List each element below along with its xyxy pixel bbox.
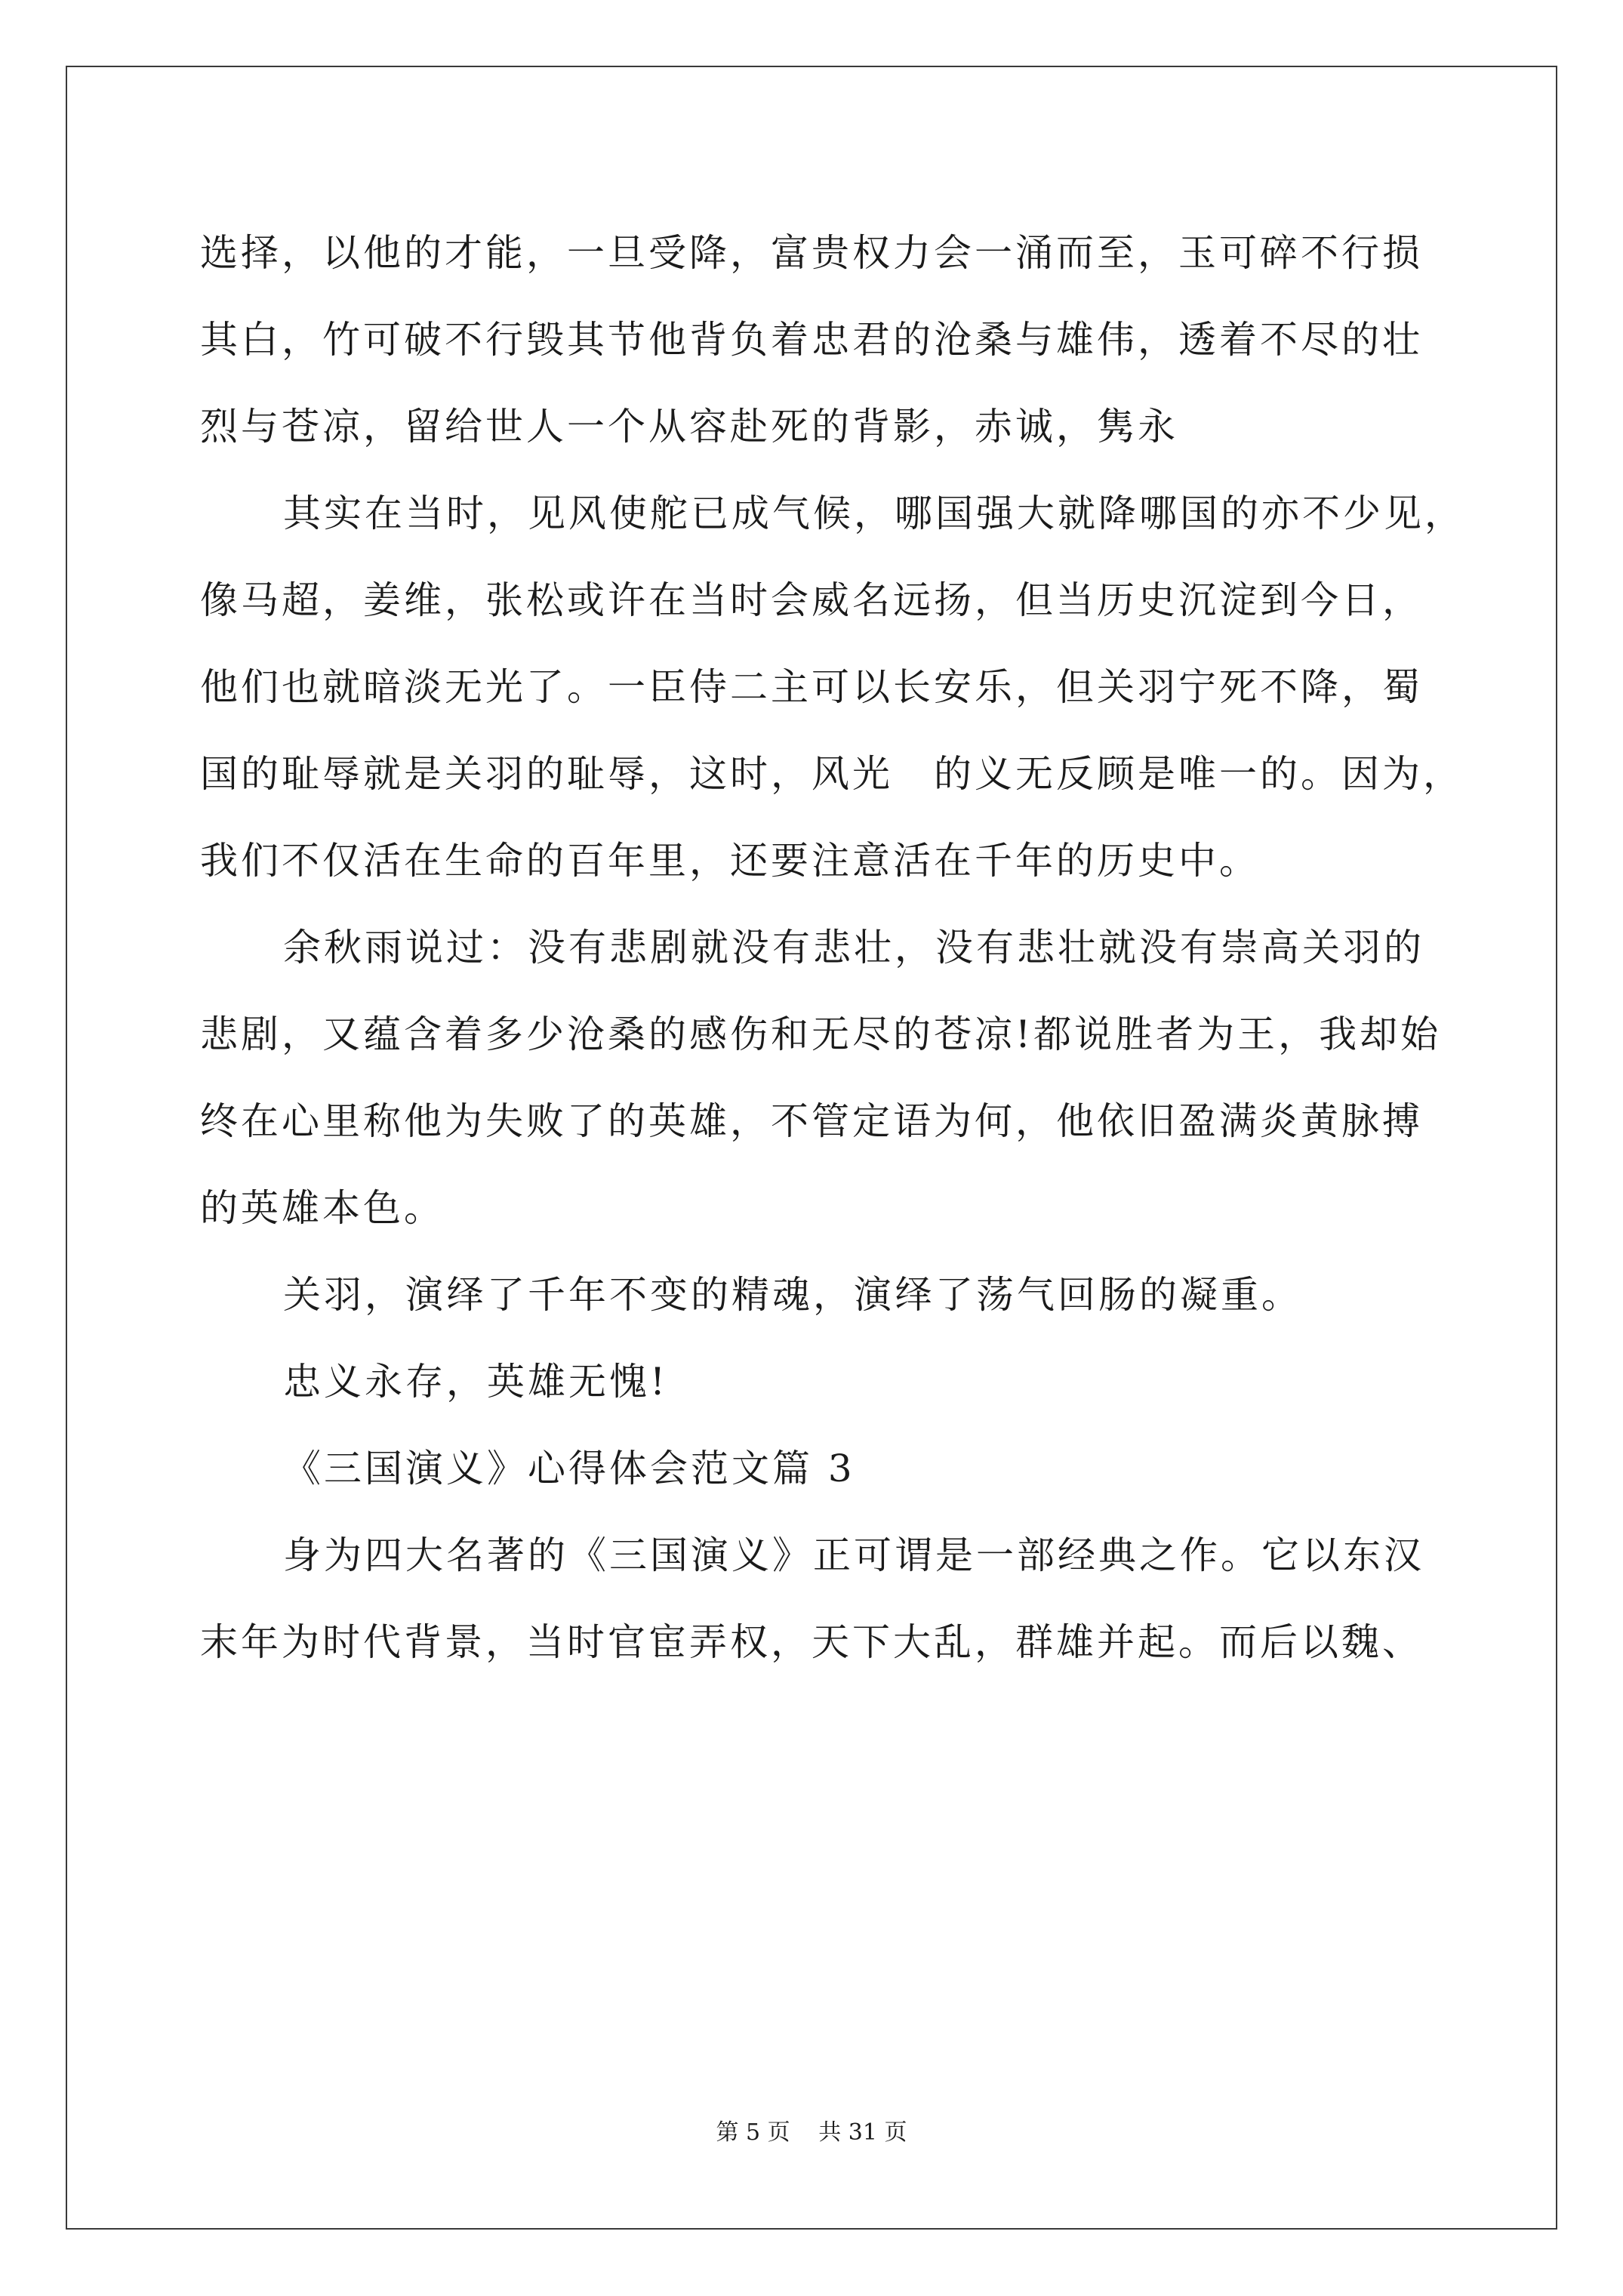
page-number: 第 5 页	[716, 2119, 790, 2146]
body-line: 其白，竹可破不行毁其节他背负着忠君的沧桑与雄伟，透着不尽的壮	[200, 318, 1423, 362]
page-border	[66, 66, 1557, 2230]
body-line: 我们不仅活在生命的百年里，还要注意活在千年的历史中。	[200, 839, 1260, 883]
body-line: 其实在当时，见风使舵已成气候，哪国强大就降哪国的亦不少见，	[283, 492, 1465, 535]
body-line: 像马超，姜维，张松或许在当时会威名远扬，但当历史沉淀到今日，	[200, 578, 1423, 622]
body-line: 他们也就暗淡无光了。一臣侍二主可以长安乐，但关羽宁死不降，蜀	[200, 665, 1423, 709]
body-line: 关羽，演绎了千年不变的精魂，演绎了荡气回肠的凝重。	[283, 1273, 1302, 1317]
body-line: 末年为时代背景，当时官宦弄权，天下大乱，群雄并起。而后以魏、	[200, 1620, 1423, 1664]
body-line: 身为四大名著的《三国演义》正可谓是一部经典之作。它以东汉	[283, 1533, 1424, 1577]
body-line: 终在心里称他为失败了的英雄，不管定语为何，他依旧盈满炎黄脉搏	[200, 1099, 1423, 1143]
body-line: 烈与苍凉，留给世人一个从容赴死的背影，赤诚，隽永	[200, 405, 1178, 448]
body-line: 悲剧，又蕴含着多少沧桑的感伤和无尽的苍凉!都说胜者为王，我却始	[200, 1012, 1442, 1056]
section-heading: 《三国演义》心得体会范文篇 3	[283, 1447, 855, 1490]
body-line: 选择，以他的才能，一旦受降，富贵权力会一涌而至，玉可碎不行损	[200, 231, 1423, 275]
body-line: 国的耻辱就是关羽的耻辱，这时，风光 的义无反顾是唯一的。因为，	[200, 752, 1464, 796]
body-line: 余秋雨说过：没有悲剧就没有悲壮，没有悲壮就没有崇高关羽的	[283, 926, 1424, 969]
body-line: 的英雄本色。	[200, 1186, 445, 1230]
page-total: 共 31 页	[818, 2119, 907, 2146]
body-line: 忠义永存，英雄无愧!	[283, 1360, 669, 1404]
page-footer	[0, 2118, 1623, 2148]
